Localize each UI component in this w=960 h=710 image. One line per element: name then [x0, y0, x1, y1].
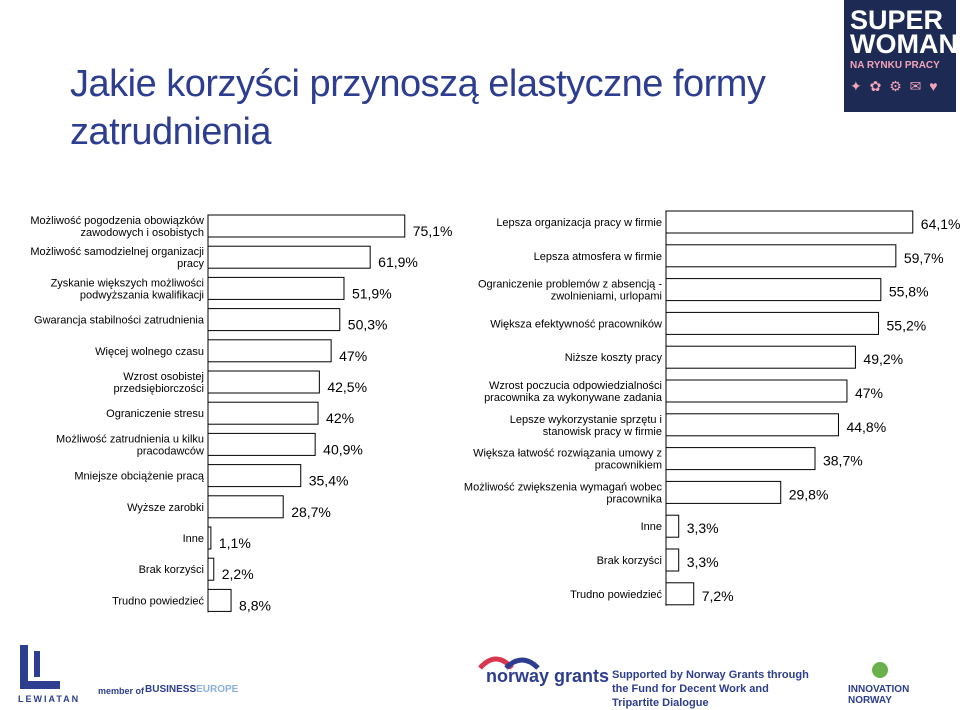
category-label: Brak korzyści	[596, 555, 662, 567]
data-label: 29,8%	[788, 486, 829, 503]
logo-line3: NA RYNKU PRACY	[850, 60, 940, 71]
category-label: pracownikiem	[594, 459, 662, 472]
category-label: Więcej wolnego czasu	[95, 345, 204, 358]
category-label: Ograniczenie problemów z absencją -	[477, 278, 662, 291]
logo-line2: WOMAN	[850, 29, 958, 59]
category-label: przedsiębiorczości	[113, 383, 204, 395]
category-label: pracodawców	[136, 445, 204, 458]
data-label: 47%	[854, 385, 883, 401]
data-label: 40,9%	[323, 441, 363, 458]
data-label: 55,8%	[888, 283, 929, 300]
category-label: Możliwość samodzielnej organizacji	[30, 246, 204, 259]
bar	[666, 515, 679, 537]
category-label: zwolnieniami, urlopami	[550, 290, 662, 303]
category-label: zawodowych i osobistych	[80, 227, 204, 239]
bar	[666, 583, 694, 605]
bar	[666, 448, 815, 470]
norway-grants-text: norway grants	[486, 666, 610, 686]
category-label: Możliwość pogodzenia obowiązków	[30, 215, 204, 227]
data-label: 55,2%	[886, 317, 927, 334]
category-label: Wyższe zarobki	[127, 501, 204, 514]
category-label: Inne	[182, 533, 204, 545]
be-part1: BUSINESS	[145, 684, 197, 695]
bar	[666, 481, 781, 503]
category-label: pracownika	[606, 493, 662, 506]
category-label: Większa łatwość rozwiązania umowy z	[473, 447, 662, 460]
lewiatan-logo-mark	[14, 645, 70, 693]
category-label: Większa efektywność pracowników	[490, 318, 662, 331]
bar	[666, 245, 896, 267]
category-label: pracy	[177, 258, 204, 271]
category-label: Lepsza atmosfera w firmie	[533, 250, 662, 263]
data-label: 1,1%	[218, 535, 251, 551]
data-label: 64,1%	[920, 216, 960, 232]
data-label: 61,9%	[378, 254, 418, 271]
bar	[666, 279, 881, 301]
bar	[666, 414, 838, 436]
bar	[666, 211, 913, 233]
category-label: Trudno powiedzieć	[570, 588, 662, 601]
category-label: Ograniczenie stresu	[106, 408, 204, 421]
category-label: pracownika za wykonywane zadania	[484, 392, 662, 404]
data-label: 51,9%	[351, 285, 392, 302]
data-label: 50,3%	[347, 316, 388, 333]
data-label: 7,2%	[701, 587, 734, 604]
data-label: 42,5%	[327, 379, 368, 395]
data-label: 35,4%	[308, 472, 349, 489]
category-label: Zyskanie większych możliwości	[50, 277, 204, 290]
businesseurope-logo	[145, 684, 238, 695]
logo-icons: ✦ ✿ ⚙ ✉ ♥	[850, 78, 940, 94]
category-label: Brak korzyści	[138, 564, 204, 577]
page-title: Jakie korzyści przynoszą elastyczne formy zatrudnienia	[70, 63, 766, 153]
category-label: Mniejsze obciążenie pracą	[74, 470, 204, 483]
be-part2: EUROPE	[196, 684, 239, 695]
data-label: 42%	[326, 410, 355, 427]
data-label: 47%	[339, 347, 368, 364]
data-label: 8,8%	[239, 597, 271, 614]
category-label: Niższe koszty pracy	[564, 352, 662, 365]
innovation-norway-mark	[870, 660, 890, 680]
data-label: 38,7%	[822, 452, 863, 469]
supported-by-text: Supported by Norway Grants through the Fund for Decent Work and Tripartite Dialogue	[612, 669, 809, 709]
data-label: 75,1%	[412, 223, 453, 239]
category-label: Możliwość zatrudnienia u kilku	[56, 433, 204, 446]
bar	[666, 312, 879, 334]
data-label: 3,3%	[686, 520, 719, 537]
lewiatan-text: LEWIATAN	[18, 694, 81, 704]
category-label: Lepsze wykorzystanie sprzętu i	[509, 413, 662, 426]
member-of-text: member of	[98, 686, 145, 696]
data-label: 2,2%	[221, 566, 254, 583]
data-label: 44,8%	[846, 418, 887, 435]
category-label: Trudno powiedzieć	[112, 595, 204, 608]
innovation-norway-text: INNOVATION NORWAY	[848, 684, 910, 706]
category-label: Inne	[640, 521, 662, 534]
data-label: 59,7%	[903, 249, 944, 266]
bar	[666, 380, 847, 402]
category-label: Wzrost osobistej	[123, 371, 204, 383]
category-label: Możliwość zwiększenia wymagań wobec	[463, 481, 662, 494]
category-label: Lepsza organizacja pracy w firmie	[496, 217, 662, 229]
data-label: 49,2%	[863, 351, 904, 368]
category-label: Gwarancja stabilności zatrudnienia	[34, 314, 204, 327]
data-label: 3,3%	[686, 554, 719, 570]
category-label: stanowisk pracy w firmie	[542, 425, 662, 438]
bar	[666, 346, 855, 368]
category-label: podwyższania kwalifikacji	[79, 289, 204, 302]
logo-line1: SUPER	[850, 5, 944, 35]
bar	[666, 549, 679, 571]
category-label: Wzrost poczucia odpowiedzialności	[488, 380, 662, 392]
data-label: 28,7%	[291, 503, 331, 520]
